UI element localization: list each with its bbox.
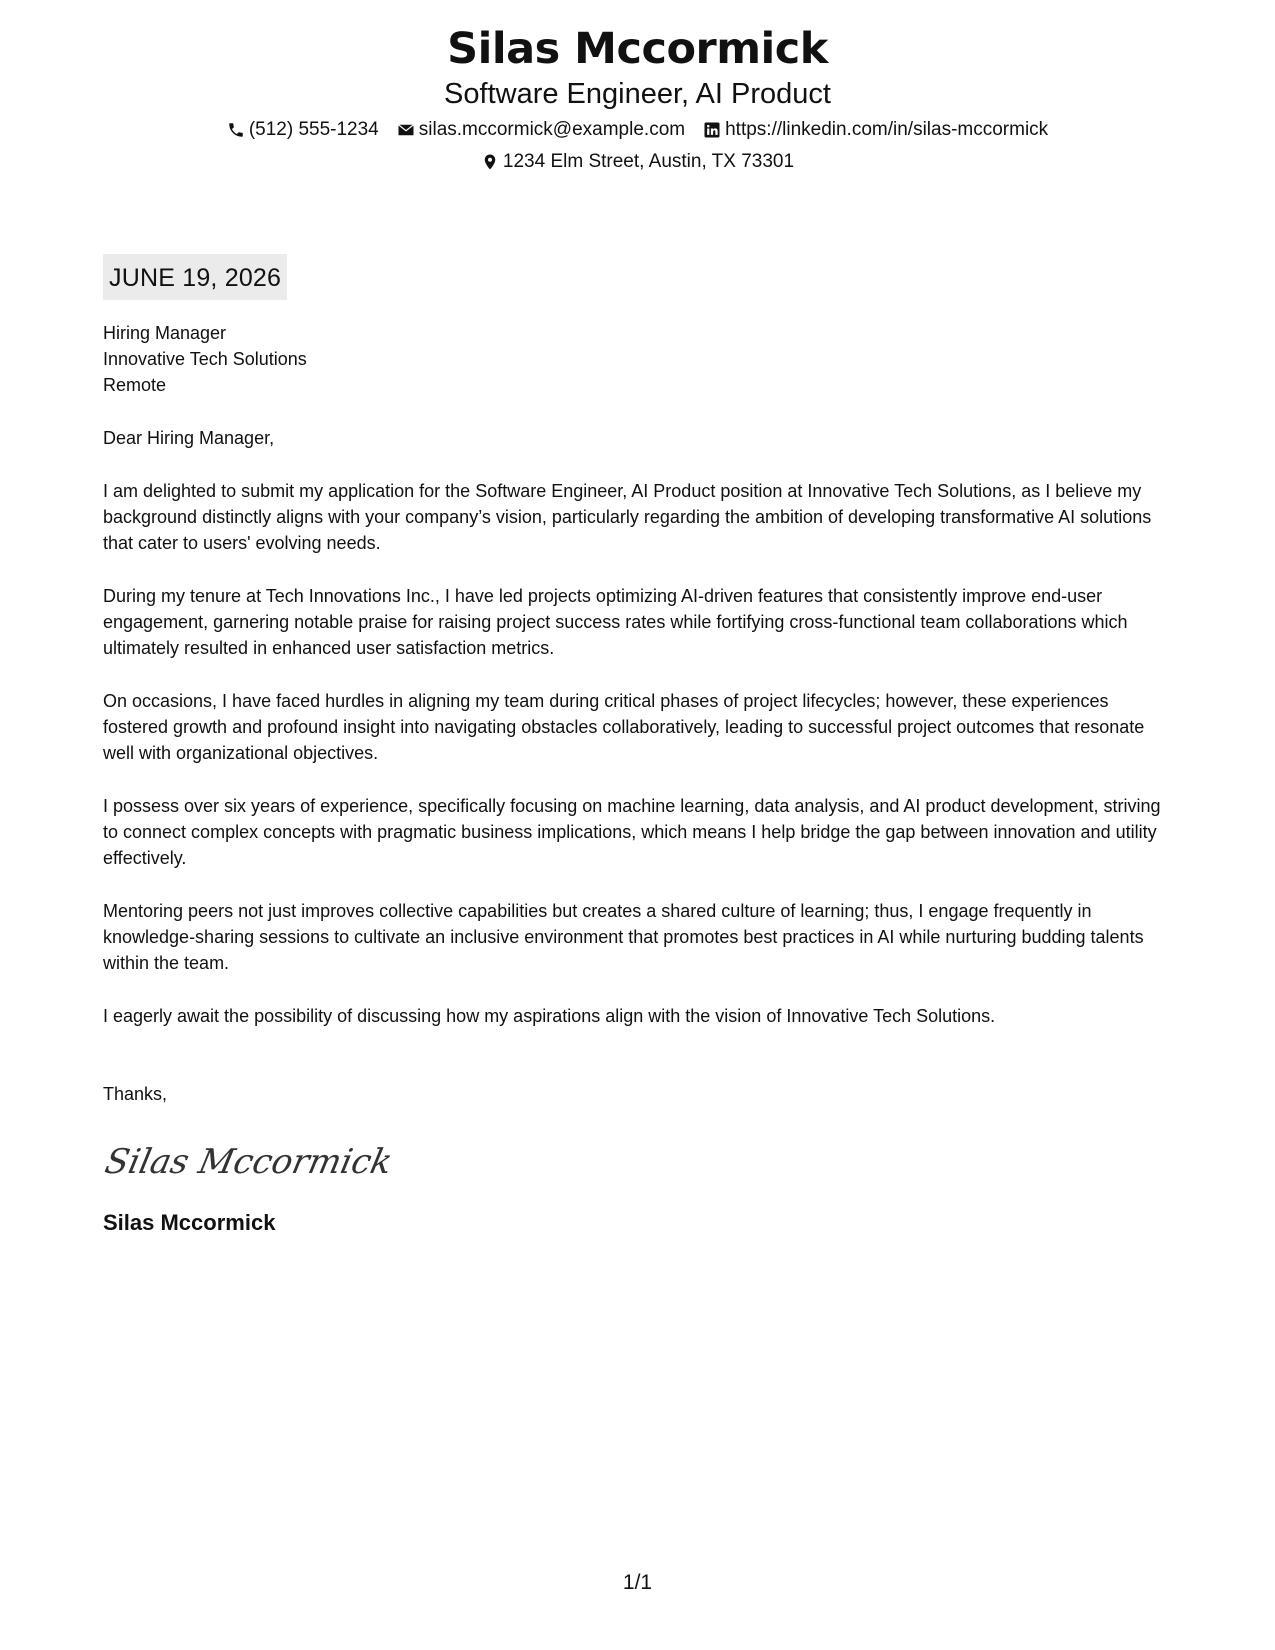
email-contact: [397, 116, 685, 144]
phone-number: (512) 555-1234: [248, 119, 379, 140]
salutation: Dear Hiring Manager,: [103, 428, 275, 448]
recipient-title: Hiring Manager: [103, 323, 227, 343]
recipient-block: [103, 320, 1173, 398]
letter-date: JUNE 19, 2026: [103, 254, 287, 300]
address-contact: [481, 148, 794, 176]
street-address: 1234 Elm Street, Austin, TX 73301: [502, 151, 795, 172]
signed-name: Silas Mccormick: [103, 1210, 276, 1235]
letter-body: [103, 254, 1173, 1237]
linkedin-icon: [703, 121, 721, 139]
phone-icon: [227, 121, 245, 139]
recipient-location: Remote: [103, 375, 167, 395]
address-row: [0, 148, 1275, 176]
linkedin-contact: [703, 116, 1048, 144]
recipient-company: Innovative Tech Solutions: [103, 349, 307, 369]
applicant-name: Silas Mccormick: [447, 24, 828, 74]
paragraph: Mentoring peers not just improves collective capabilities but creates a shared culture of learning; thus, I engage frequently in knowledge-sharing sessions to cultivate an inclusive environment that promotes best practices in AI while nurturing budding talents within the team.: [103, 901, 1144, 973]
email-address: silas.mccormick@example.com: [418, 119, 686, 140]
paragraph: I am delighted to submit my application for the Software Engineer, AI Product position at Innovative Tech Solutions, as I believe my background distinctly aligns with your company’s vision, particularly regarding the ambition of developing transformative AI solutions that cater to users' evolving needs.: [103, 481, 1152, 553]
contact-row: [0, 116, 1275, 144]
signature: [101, 1137, 396, 1187]
linkedin-url: https://linkedin.com/in/silas-mccormick: [725, 119, 1049, 140]
map-marker-icon: [481, 153, 499, 171]
paragraph: During my tenure at Tech Innovations Inc., I have led projects optimizing AI-driven features that consistently improve end-user engagement, garnering notable praise for raising project success rates while fortifying cross-functional team collaborations which ultimately resulted in enhanced user satisfaction metrics.: [103, 586, 1128, 658]
envelope-icon: [397, 121, 415, 139]
closing: Thanks,: [103, 1084, 168, 1104]
paragraph: On occasions, I have faced hurdles in aligning my team during critical phases of project lifecycles; however, these experiences fostered growth and profound insight into navigating obstacles collaboratively, leading to successful project outcomes that resonate well with organizational objectives.: [103, 691, 1145, 763]
paragraph: I possess over six years of experience, specifically focusing on machine learning, data analysis, and AI product development, striving to connect complex concepts with pragmatic business implications, which means I help bridge the gap between innovation and utility effectively.: [103, 796, 1161, 868]
phone-contact: [227, 116, 379, 144]
signature-text: Silas Mccormick: [101, 1142, 396, 1182]
letter-header: [0, 22, 1275, 176]
paragraph: I eagerly await the possibility of discussing how my aspirations align with the vision of Innovative Tech Solutions.: [103, 1006, 996, 1026]
job-title: Software Engineer, AI Product: [444, 78, 831, 110]
page-number: 1/1: [622, 1571, 653, 1594]
